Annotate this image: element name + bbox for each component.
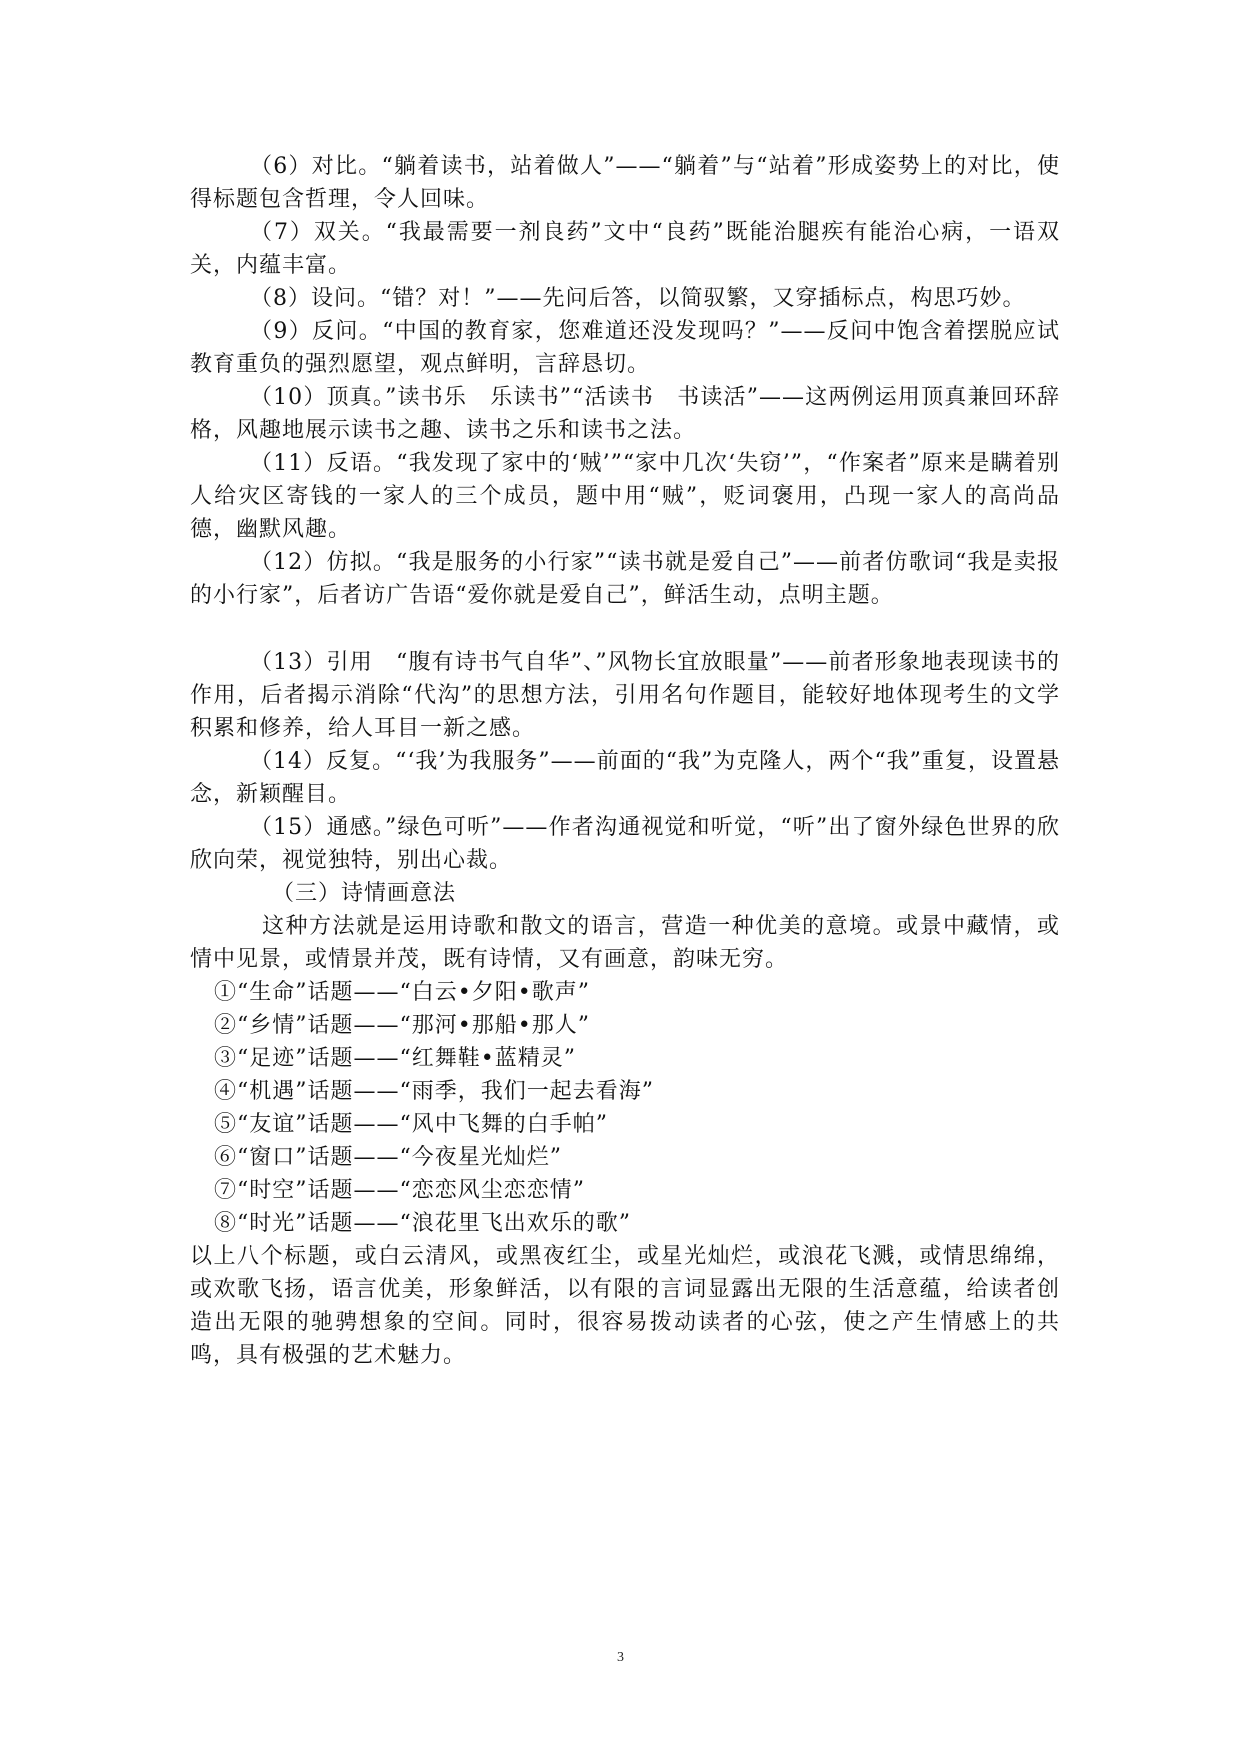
list-item: ⑤“友谊”话题——“风中飞舞的白手帕”	[214, 1112, 608, 1137]
paragraph-synesthesia: （15）通感。”绿色可听”——作者沟通视觉和听觉，“听”出了窗外绿色世界的欣欣向荣，视觉独特，别出心裁。	[190, 815, 1060, 873]
paragraph-quotation: （13）引用 “腹有诗书气自华”、”风物长宜放眼量”——前者形象地表现读书的作用，后者揭示消除“代沟”的思想方法，引用名句作题目，能较好地体现考生的文学积累和修养，给人耳目一新之感。	[190, 650, 1060, 741]
conclusion-paragraph: 以上八个标题，或白云清风，或黑夜红尘，或星光灿烂，或浪花飞溅，或情思绵绵，或欢歌飞扬，语言优美，形象鲜活，以有限的言词显露出无限的生活意蕴，给读者创造出无限的驰骋想象的空间。同时，很容易拨动读者的心弦，使之产生情感上的共鸣，具有极强的艺术魅力。	[190, 1244, 1060, 1368]
section-intro: 这种方法就是运用诗歌和散文的语言，营造一种优美的意境。或景中藏情，或情中见景，或情景并茂，既有诗情，又有画意，韵味无穷。	[190, 914, 1060, 972]
paragraph-anadiplosis: （10）顶真。”读书乐 乐读书”“活读书 书读活”——这两例运用顶真兼回环辞格，风趣地展示读书之趣、读书之乐和读书之法。	[190, 385, 1060, 443]
list-item: ⑧“时光”话题——“浪花里飞出欢乐的歌”	[214, 1211, 631, 1236]
list-item: ③“足迹”话题——“红舞鞋•蓝精灵”	[214, 1046, 576, 1071]
list-item: ⑦“时空”话题——“恋恋风尘恋恋情”	[214, 1178, 585, 1203]
example-list	[190, 976, 1060, 1240]
paragraph-repetition: （14）反复。“‘我’为我服务”——前面的“我”为克隆人，两个“我”重复，设置悬念，新颖醒目。	[190, 749, 1060, 807]
list-item: ⑥“窗口”话题——“今夜星光灿烂”	[214, 1145, 562, 1170]
page-number: 3	[617, 1650, 624, 1665]
list-item: ②“乡情”话题——“那河•那船•那人”	[214, 1013, 590, 1038]
paragraph-pun: （7）双关。“我最需要一剂良药”文中“良药”既能治腿疾有能治心病，一语双关，内蕴丰富。	[190, 220, 1060, 278]
paragraph-hypophora: （8）设问。“错？对！”——先问后答，以简驭繁，又穿插标点，构思巧妙。	[250, 286, 1026, 311]
paragraph-contrast: （6）对比。“躺着读书，站着做人”——“躺着”与“站着”形成姿势上的对比，使得标题包含哲理，令人回味。	[190, 154, 1060, 212]
paragraph-parody: （12）仿拟。“我是服务的小行家”“读书就是爱自己”——前者仿歌词“我是卖报的小行家”，后者访广告语“爱你就是爱自己”，鲜活生动，点明主题。	[190, 550, 1060, 608]
paragraph-rhetorical-question: （9）反问。“中国的教育家，您难道还没发现吗？”——反问中饱含着摆脱应试教育重负的强烈愿望，观点鲜明，言辞恳切。	[190, 319, 1060, 377]
paragraph-irony: （11）反语。“我发现了家中的‘贼’”“家中几次‘失窃’”，“作案者”原来是瞒着别人给灾区寄钱的一家人的三个成员，题中用“贼”，贬词褒用，凸现一家人的高尚品德，幽默风趣。	[190, 451, 1060, 542]
list-item: ①“生命”话题——“白云•夕阳•歌声”	[214, 980, 590, 1005]
page-body	[190, 150, 1060, 1372]
section-heading: （三）诗情画意法	[272, 881, 457, 906]
list-item: ④“机遇”话题——“雨季，我们一起去看海”	[214, 1079, 654, 1104]
